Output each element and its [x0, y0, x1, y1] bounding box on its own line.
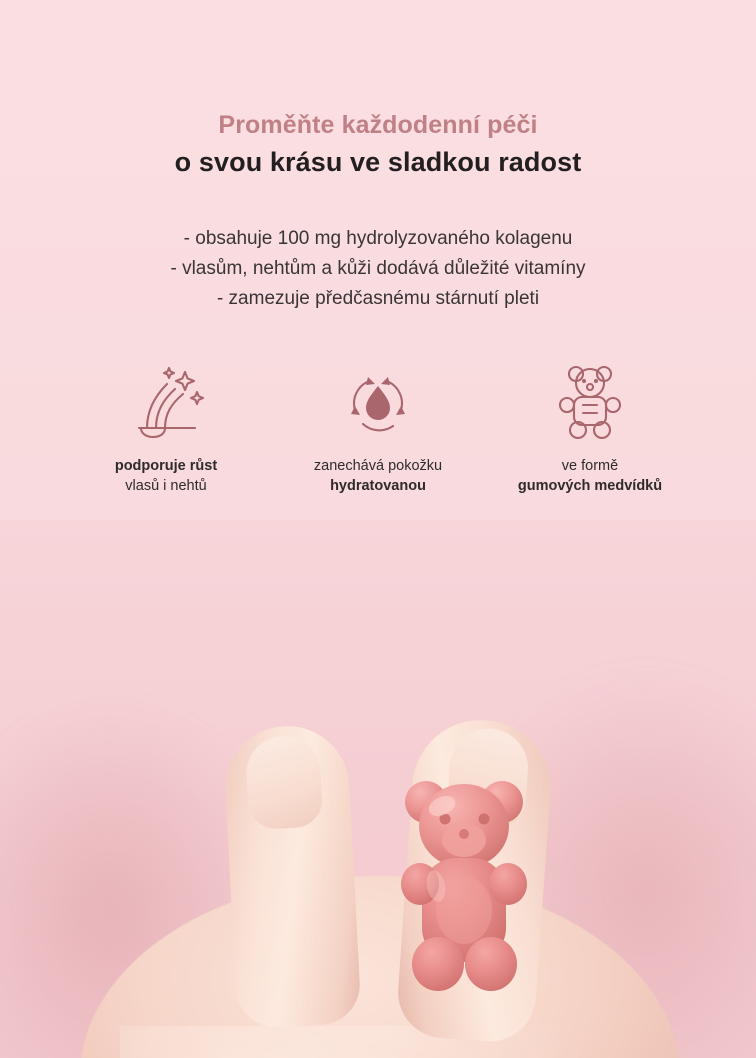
- gummy-bear-icon: [484, 358, 696, 444]
- benefit-item: - vlasům, nehtům a kůži dodává důležité vitamíny: [170, 258, 586, 279]
- feature-caption: [60, 456, 272, 496]
- feature-caption: [272, 456, 484, 496]
- feature-caption: [484, 456, 696, 496]
- hair-follicle-sparkle-icon: [60, 358, 272, 444]
- feature-caption-line-1: zanechává pokožku: [313, 458, 443, 474]
- fingernail: [245, 734, 324, 830]
- feature-hair-growth: [60, 358, 272, 496]
- feature-caption-line-1: podporuje růst: [114, 458, 218, 474]
- knuckles-highlight: [120, 1026, 640, 1058]
- feature-row: [60, 358, 696, 496]
- feature-caption-line-2: gumových medvídků: [517, 478, 663, 494]
- benefit-list: [0, 224, 756, 314]
- product-photo: [0, 520, 756, 1058]
- benefit-item: - zamezuje předčasnému stárnutí pleti: [216, 288, 540, 309]
- feature-gummy-form: [484, 358, 696, 496]
- gummy-bear-candy: [396, 760, 532, 1018]
- index-finger: [222, 723, 362, 1029]
- feature-caption-line-2: hydratovanou: [330, 478, 426, 494]
- benefit-item: - obsahuje 100 mg hydrolyzovaného kolagenu: [183, 228, 573, 249]
- headline-line-2: o svou krásu ve sladkou radost: [174, 147, 582, 177]
- feature-caption-line-2: vlasů i nehtů: [125, 478, 207, 494]
- feature-caption-line-1: ve formě: [561, 458, 619, 474]
- headline-block: [0, 108, 756, 180]
- headline-line-1: Proměňte každodenní péči: [218, 111, 538, 139]
- hand-holding-gummy: [80, 726, 680, 1058]
- water-drop-recycle-icon: [272, 358, 484, 444]
- feature-hydration: [272, 358, 484, 496]
